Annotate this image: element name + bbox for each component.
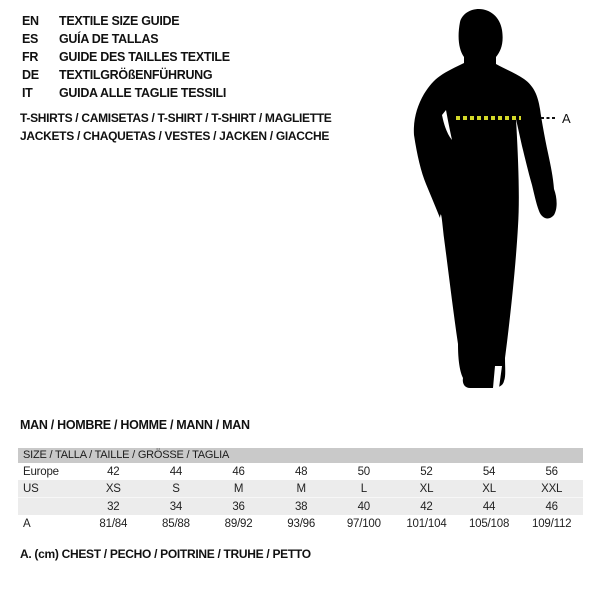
- table-cell: 85/88: [162, 517, 190, 530]
- category-line-jackets: JACKETS / CHAQUETAS / VESTES / JACKEN / GIACCHE: [20, 129, 330, 143]
- table-cell: S: [172, 482, 180, 495]
- table-cell: XS: [105, 482, 121, 495]
- man-silhouette: [414, 9, 557, 388]
- table-cell: XL: [419, 482, 434, 495]
- language-label: TEXTILE SIZE GUIDE: [59, 14, 180, 28]
- language-label: GUIDE DES TAILLES TEXTILE: [59, 50, 230, 64]
- table-cell: 38: [294, 500, 308, 513]
- footnote-chest: A. (cm) CHEST / PECHO / POITRINE / TRUHE / PETTO: [20, 547, 311, 561]
- row-label: Europe: [23, 465, 59, 478]
- language-code: ES: [22, 32, 39, 46]
- language-row: [22, 48, 230, 66]
- size-table: [18, 448, 583, 532]
- table-cell: 46: [232, 465, 245, 478]
- row-label: US: [23, 482, 39, 495]
- table-cell: 48: [294, 465, 308, 478]
- table-cell: 81/84: [99, 517, 128, 530]
- measurement-figure: [398, 4, 578, 396]
- table-cell: XXL: [541, 482, 563, 495]
- garment-categories: [20, 109, 332, 145]
- size-table-header: SIZE / TALLA / TAILLE / GRÖSSE / TAGLIA: [18, 448, 583, 463]
- table-cell: 40: [357, 500, 371, 513]
- table-cell: XL: [482, 482, 496, 495]
- table-cell: 89/92: [224, 517, 253, 530]
- table-cell: 44: [482, 500, 496, 513]
- language-row: [22, 66, 230, 84]
- table-cell: 56: [545, 465, 558, 478]
- table-row-chest: [18, 515, 583, 532]
- language-row: [22, 30, 230, 48]
- row-label: A: [23, 517, 31, 530]
- language-label: TEXTILGRÖßENFÜHRUNG: [59, 68, 213, 82]
- table-cell: M: [296, 482, 306, 495]
- table-cell: 42: [420, 500, 433, 513]
- category-line-tshirts: T-SHIRTS / CAMISETAS / T-SHIRT / T-SHIRT / MAGLIETTE: [20, 111, 332, 125]
- table-cell: 44: [169, 465, 183, 478]
- table-cell: 109/112: [532, 517, 572, 530]
- measure-label-a: A: [562, 111, 571, 126]
- language-code: DE: [22, 68, 39, 82]
- language-label: GUIDA ALLE TAGLIE TESSILI: [59, 86, 227, 100]
- table-cell: 54: [482, 465, 496, 478]
- table-cell: 97/100: [346, 517, 381, 530]
- table-cell: 36: [232, 500, 245, 513]
- table-cell: L: [360, 482, 367, 495]
- table-cell: M: [233, 482, 244, 495]
- table-row-numeric: [18, 497, 583, 515]
- table-cell: 101/104: [406, 517, 447, 530]
- language-code: EN: [22, 14, 39, 28]
- table-cell: 46: [545, 500, 558, 513]
- language-list: [22, 12, 230, 102]
- table-cell: 93/96: [287, 517, 316, 530]
- table-cell: 32: [107, 500, 120, 513]
- table-cell: 52: [420, 465, 433, 478]
- man-silhouette-figure: [398, 4, 578, 396]
- table-row-europe: [18, 463, 583, 480]
- table-cell: 42: [107, 465, 120, 478]
- section-title-man: MAN / HOMBRE / HOMME / MANN / MAN: [20, 418, 250, 432]
- table-cell: 105/108: [468, 517, 510, 530]
- language-code: IT: [22, 86, 33, 100]
- language-row: [22, 84, 230, 102]
- language-code: FR: [22, 50, 39, 64]
- table-row-us: [18, 480, 583, 497]
- table-cell: 34: [169, 500, 183, 513]
- language-row: [22, 12, 230, 30]
- language-label: GUÍA DE TALLAS: [59, 32, 159, 46]
- table-cell: 50: [357, 465, 371, 478]
